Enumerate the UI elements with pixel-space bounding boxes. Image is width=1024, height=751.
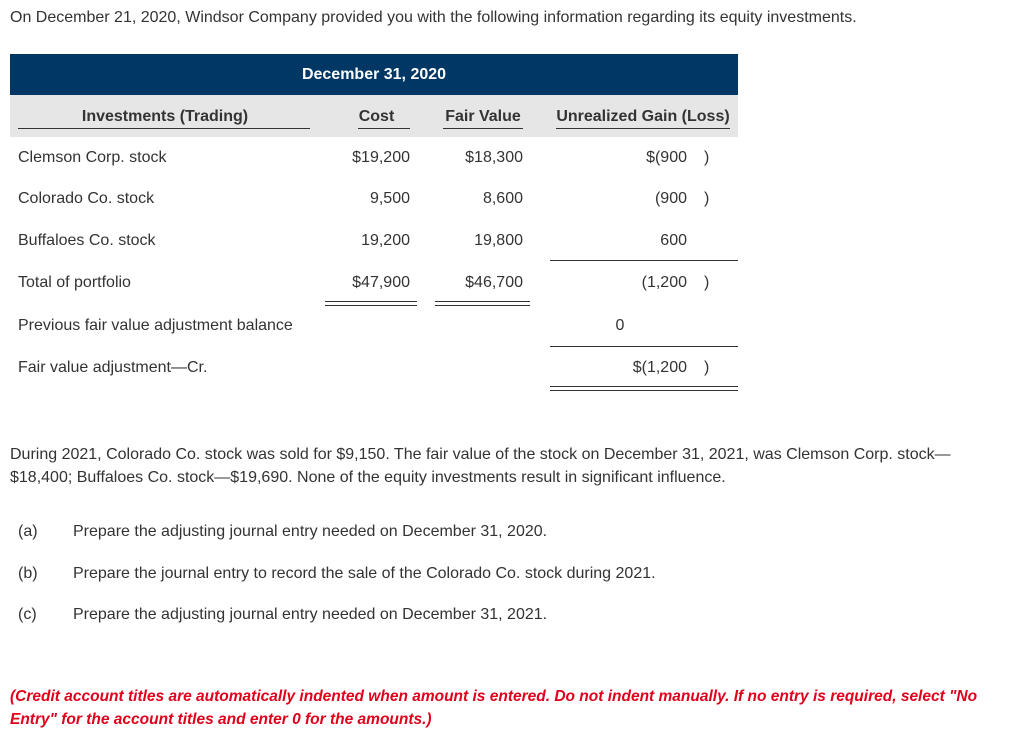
cell-unrealized-previous-adjustment: 0 [615, 317, 625, 334]
table-title: December 31, 2020 [10, 54, 738, 95]
cell-unrealized-fair-value-adjustment-close: ) [704, 359, 710, 376]
cell-unrealized-fair-value-adjustment: $(1,200 [632, 359, 687, 376]
instruction-a-letter: (a) [18, 523, 38, 540]
instruction-b-text: Prepare the journal entry to record the sale of the Colorado Co. stock during 2021. [73, 565, 656, 582]
header-unrealized-underline [556, 128, 730, 129]
header-unrealized: Unrealized Gain (Loss) [556, 108, 730, 125]
header-investments-underline [18, 128, 310, 129]
fair-value-total-double-rule [435, 301, 530, 306]
row-label-previous-adjustment: Previous fair value adjustment balance [18, 317, 293, 334]
cell-cost-clemson: $19,200 [352, 149, 410, 166]
row-label-total: Total of portfolio [18, 274, 131, 291]
adjustment-rule [550, 346, 738, 347]
subtotal-rule [550, 260, 738, 261]
cost-total-double-rule [325, 301, 417, 306]
cell-unrealized-clemson: $(900 [646, 149, 687, 166]
cell-unrealized-colorado-close: ) [704, 190, 710, 207]
cell-unrealized-colorado: (900 [654, 190, 687, 207]
row-label-colorado: Colorado Co. stock [18, 190, 155, 207]
row-label-fair-value-adjustment: Fair value adjustment—Cr. [18, 359, 208, 376]
instruction-c-letter: (c) [18, 606, 37, 623]
cell-fair-value-buffaloes: 19,800 [474, 232, 523, 249]
instruction-c-text: Prepare the adjusting journal entry needed on December 31, 2021. [73, 606, 548, 623]
investments-table [10, 54, 738, 399]
cell-unrealized-total-close: ) [704, 274, 710, 291]
scenario-paragraph: During 2021, Colorado Co. stock was sold for $9,150. The fair value of the stock on December 31, 2021, was Clemson Corp. stock—$18,400; Buffaloes Co. stock—$19,690. None of the equity investments result in significant influence. [10, 446, 951, 486]
row-label-clemson: Clemson Corp. stock [18, 149, 167, 166]
header-fair-value: Fair Value [445, 108, 521, 125]
cell-unrealized-buffaloes: 600 [660, 232, 687, 249]
row-label-buffaloes: Buffaloes Co. stock [18, 232, 156, 249]
header-cost-underline [358, 128, 410, 129]
header-cost: Cost [358, 108, 395, 125]
cell-cost-buffaloes: 19,200 [361, 232, 410, 249]
instruction-a-text: Prepare the adjusting journal entry needed on December 31, 2020. [73, 523, 548, 540]
cell-unrealized-clemson-close: ) [704, 149, 710, 166]
header-fair-value-underline [443, 128, 523, 129]
cell-fair-value-total: $46,700 [465, 274, 523, 291]
cell-cost-total: $47,900 [352, 274, 410, 291]
cell-fair-value-colorado: 8,600 [482, 190, 523, 207]
header-investments: Investments (Trading) [81, 108, 249, 125]
cell-cost-colorado: 9,500 [369, 190, 410, 207]
cell-fair-value-clemson: $18,300 [465, 149, 523, 166]
credit-account-note: (Credit account titles are automatically indented when amount is entered. Do not indent manually. If no entry is required, select "No Entry" for the account titles and enter 0 for the amounts.) [10, 688, 978, 728]
intro-text: On December 21, 2020, Windsor Company provided you with the following information regarding its equity investments. [10, 9, 857, 26]
adjustment-double-rule [550, 386, 738, 391]
cell-unrealized-total: (1,200 [641, 274, 687, 291]
instruction-b-letter: (b) [18, 565, 38, 582]
